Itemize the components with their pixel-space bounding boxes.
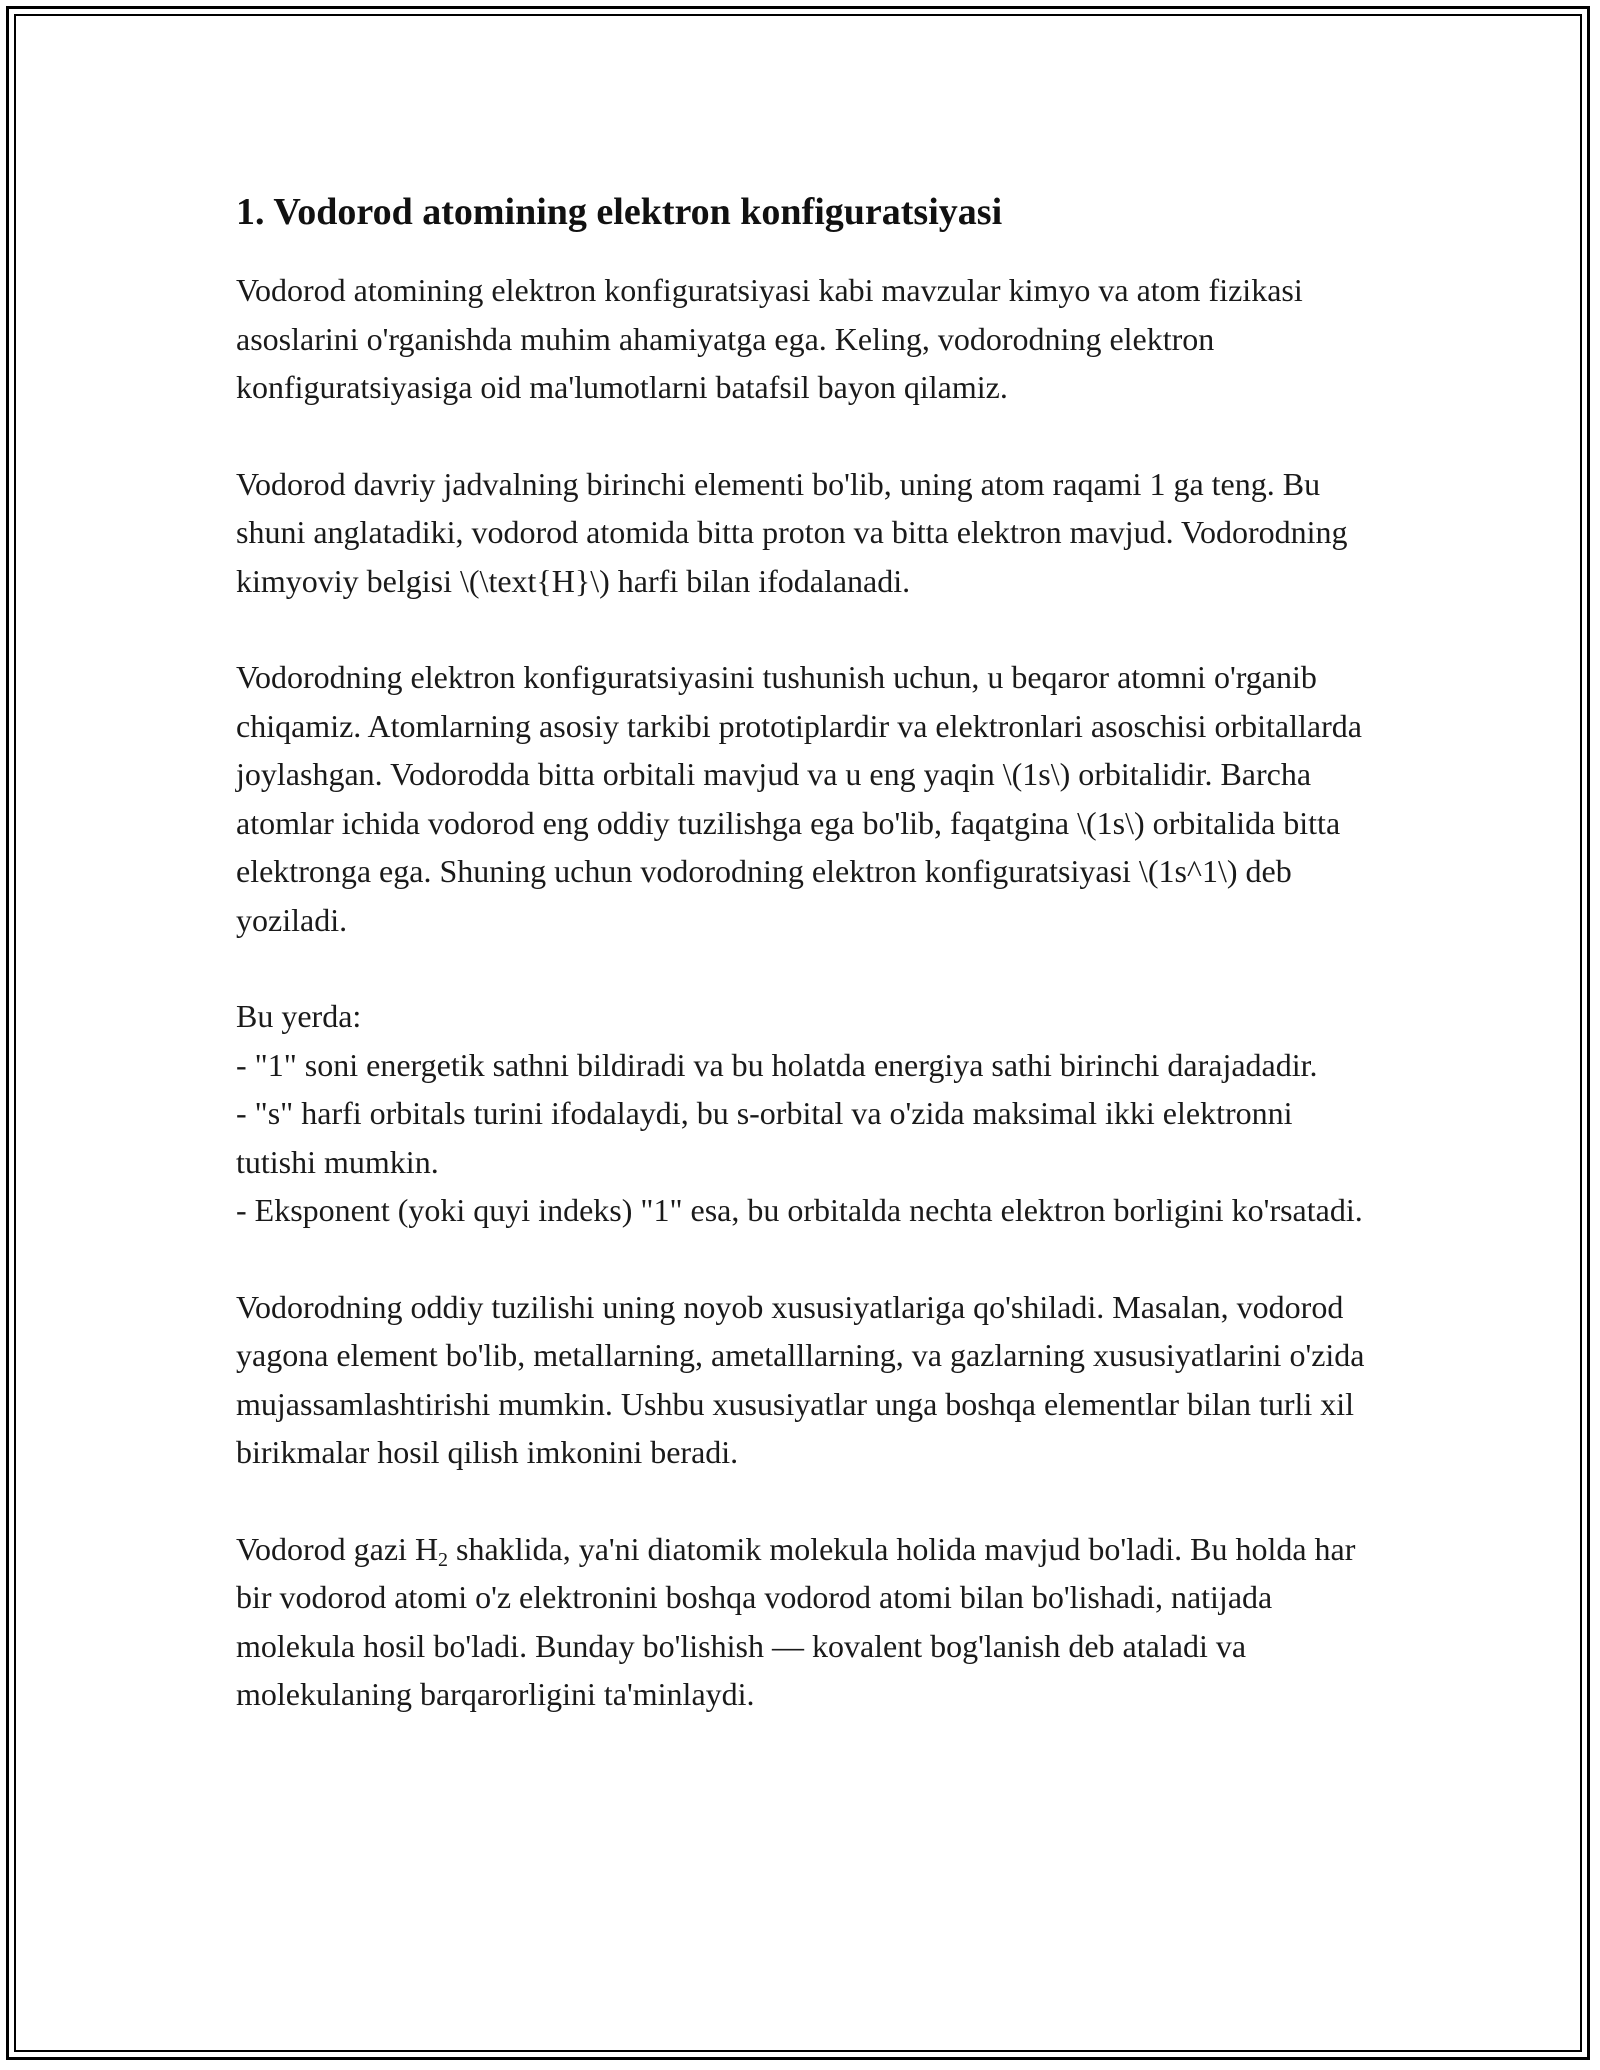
paragraph-element-info: Vodorod davriy jadvalning birinchi elementi bo'lib, uning atom raqami 1 ga teng. Bu shuni anglatadiki, vodorod atomida bitta proton va bitta elektron mavjud. Vodorodning kimyoviy belgisi \(\text{H}\) harfi bilan ifodalanadi.	[236, 465, 1348, 599]
formula-base: H	[414, 1530, 439, 1567]
h2-formula	[414, 1530, 449, 1571]
list-item: - Eksponent (yoki quyi indeks) "1" esa, bu orbitalda nechta elektron borligini ko'rsatadi.	[236, 1192, 1363, 1228]
list-item: - "1" soni energetik sathni bildiradi va bu holatda energiya sathi birinchi darajadadir.	[236, 1046, 1318, 1083]
paragraph-intro: Vodorod atomining elektron konfiguratsiyasi kabi mavzular kimyo va atom fizikasi asoslarini o'rganishda muhim ahamiyatga ega. Keling, vodorodning elektron konfiguratsiyasiga oid ma'lumotlarni batafsil bayon qilamiz.	[236, 272, 1303, 405]
document-body	[236, 186, 1376, 1767]
paragraph-hydrogen-gas	[236, 1525, 1376, 1719]
gas-text-after: shaklida, ya'ni diatomik molekula holida mavjud bo'ladi. Bu holda har bir vodorod atomi o'z elektronini boshqa vodorod atomi bilan bo'lishadi, natijada molekula hosil bo'ladi. Bunday bo'lishish — kovalent bog'lanish deb ataladi va molekulaning barqarorligini ta'minlaydi.	[236, 1530, 1356, 1712]
list-item: - "s" harfi orbitals turini ifodalaydi, bu s-orbital va o'zida maksimal ikki elektronni tutishi mumkin.	[236, 1095, 1293, 1180]
document-title: 1. Vodorod atomining elektron konfiguratsiyasi	[236, 191, 1003, 233]
gas-text-before: Vodorod gazi	[236, 1530, 415, 1567]
paragraph-configuration: Vodorodning elektron konfiguratsiyasini tushunish uchun, u beqaror atomni o'rganib chiqamiz. Atomlarning asosiy tarkibi prototiplardir va elektronlari asoschisi orbitallarda joylashgan. Vodorodda bitta orbitali mavjud va u eng yaqin \(1s\) orbitalidir. Barcha atomlar ichida vodorod eng oddiy tuzilishga ega bo'lib, faqatgina \(1s\) orbitalida bitta elektronga ega. Shuning uchun vodorodning elektron konfiguratsiyasi \(1s^1\) deb yoziladi.	[236, 659, 1362, 938]
list-intro: Bu yerda:	[236, 998, 362, 1034]
explanation-list	[236, 992, 1376, 1235]
formula-subscript: 2	[438, 1548, 449, 1571]
paragraph-properties: Vodorodning oddiy tuzilishi uning noyob xususiyatlariga qo'shiladi. Masalan, vodorod yagona element bo'lib, metallarning, ametalllarning, va gazlarning xususiyatlarini o'zida mujassamlashtirishi mumkin. Ushbu xususiyatlar unga boshqa elementlar bilan turli xil birikmalar hosil qilish imkonini beradi.	[236, 1288, 1365, 1470]
